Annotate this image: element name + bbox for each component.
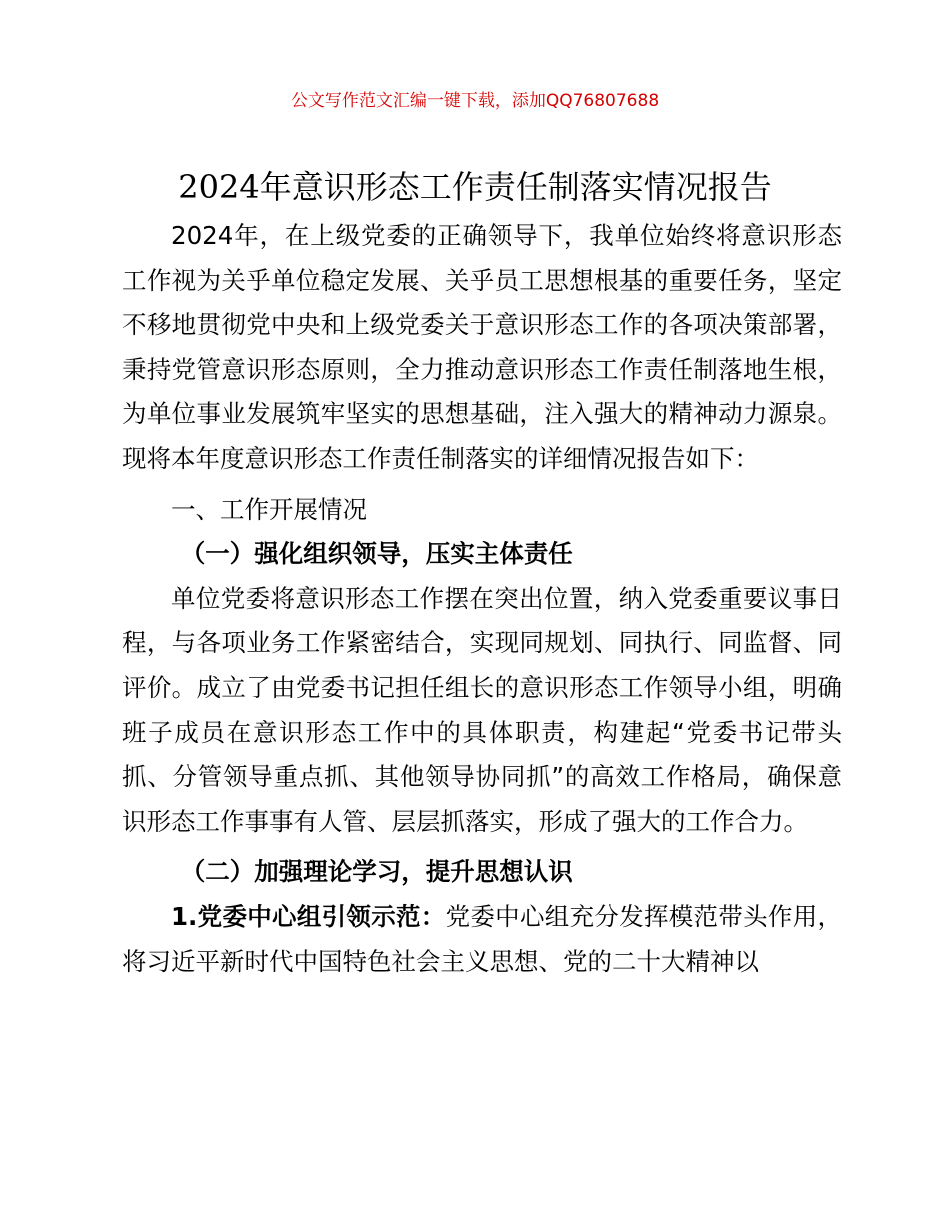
subsection-heading: （二）加强理论学习，提升思想认识 [180,857,573,887]
item-lead: 1.党委中心组引领示范： [171,901,446,931]
intro-paragraph: 2024年，在上级党委的正确领导下，我单位始终将意识形态工作视为关乎单位稳定发展、关乎员工思想根基的重要任务，坚定不移地贯彻党中央和上级党委关于意识形态工作的各项决策部署，秉持党管意识形态原则，全力推动意识形态工作责任制落地生根，为单位事业发展筑牢坚实的思想基础，注入强大的精神动力源泉。现将本年度意识形态工作责任制落实的详细情况报告如下： [122,221,842,473]
document-body [122,214,842,984]
subsection-heading: （一）强化组织领导，压实主体责任 [180,539,573,569]
body-paragraph: 单位党委将意识形态工作摆在突出位置，纳入党委重要议事日程，与各项业务工作紧密结合，实现同规划、同执行、同监督、同评价。成立了由党委书记担任组长的意识形态工作领导小组，明确班子成员在意识形态工作中的具体职责，构建起“党委书记带头抓、分管领导重点抓、其他领导协同抓”的高效工作格局，确保意识形态工作事事有人管、层层抓落实，形成了强大的工作合力。 [122,583,842,836]
body-paragraph [122,895,842,984]
page-title: 2024年意识形态工作责任制落实情况报告 [178,168,772,206]
section-heading: 一、工作开展情况 [171,494,367,524]
item-text: 党委中心组充分发挥模范带头作用，将习近平新时代中国特色社会主义思想、党的二十大精神以 [122,901,843,976]
download-banner[interactable]: 公文写作范文汇编一键下载，添加QQ76807688 [290,91,660,111]
